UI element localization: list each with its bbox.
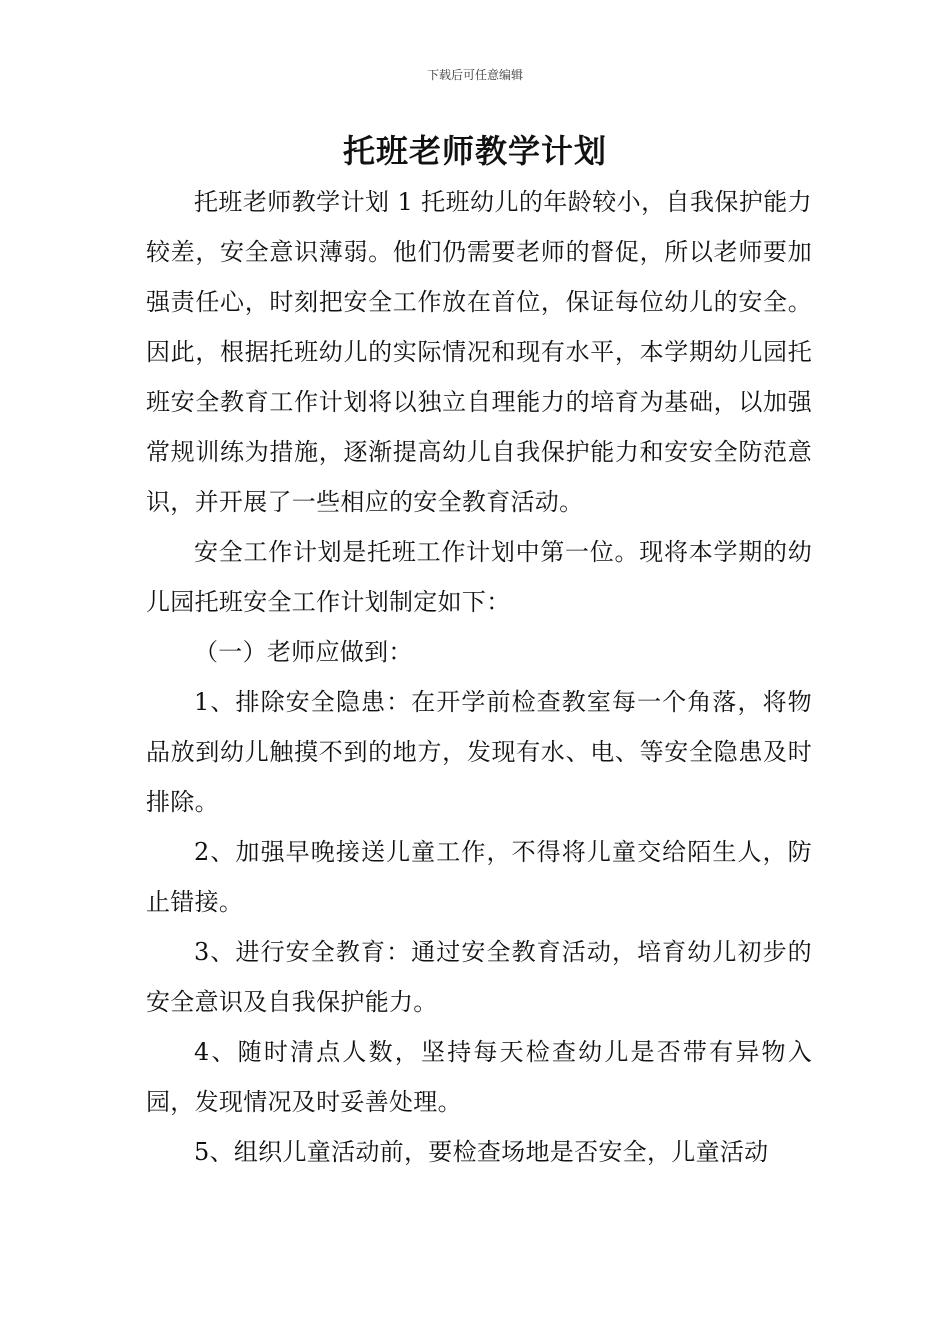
section-heading-teacher: （一）老师应做到： bbox=[194, 638, 413, 666]
list-item-5: 5、组织儿童活动前，要检查场地是否安全，儿童活动 bbox=[194, 1138, 769, 1166]
header-note: 下载后可任意编辑 bbox=[426, 68, 523, 82]
document-title: 托班老师教学计划 bbox=[342, 132, 607, 170]
paragraph-plan-priority: 安全工作计划是托班工作计划中第一位。现将本学期的幼儿园托班安全工作计划制定如下： bbox=[146, 538, 812, 616]
list-item-4: 4、随时清点人数，坚持每天检查幼儿是否带有异物入园，发现情况及时妥善处理。 bbox=[146, 1038, 812, 1116]
document-body bbox=[146, 177, 812, 1177]
list-item-2: 2、加强早晚接送儿童工作，不得将儿童交给陌生人，防止错接。 bbox=[146, 838, 812, 916]
list-item-1: 1、排除安全隐患：在开学前检查教室每一个角落，将物品放到幼儿触摸不到的地方，发现有水、电、等安全隐患及时排除。 bbox=[146, 688, 812, 816]
paragraph-intro: 托班老师教学计划 1 托班幼儿的年龄较小，自我保护能力较差，安全意识薄弱。他们仍需要老师的督促，所以老师要加强责任心，时刻把安全工作放在首位，保证每位幼儿的安全。因此，根据托班幼儿的实际情况和现有水平，本学期幼儿园托班安全教育工作计划将以独立自理能力的培育为基础，以加强常规训练为措施，逐渐提高幼儿自我保护能力和安安全防范意识，并开展了一些相应的安全教育活动。 bbox=[146, 188, 812, 516]
list-item-3: 3、进行安全教育：通过安全教育活动，培育幼儿初步的安全意识及自我保护能力。 bbox=[146, 938, 812, 1016]
